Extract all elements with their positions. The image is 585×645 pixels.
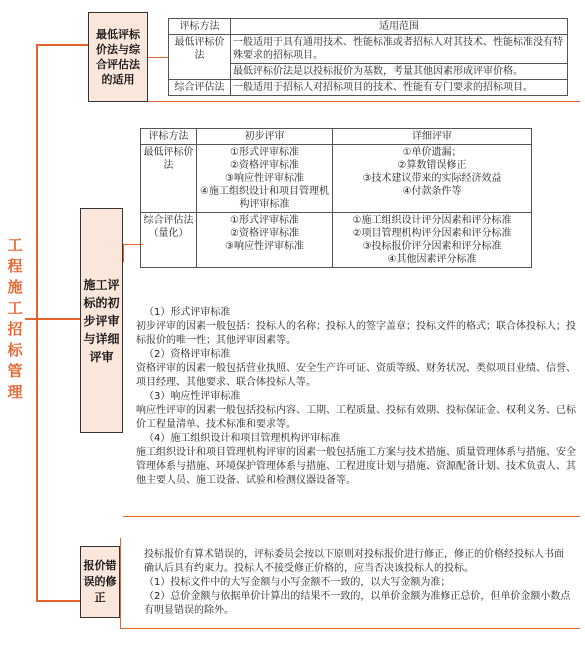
review-detail-lowest-item: ③技术建议带来的实际经济效益 xyxy=(362,173,502,184)
review-detail-comprehensive xyxy=(333,213,532,268)
node2-link-top xyxy=(123,244,124,262)
review-initial-comprehensive-item: ③响应性评审标准 xyxy=(225,241,304,252)
review-detail-lowest-item: ①单价遗漏； xyxy=(402,147,462,158)
scope-range-lowest-b: 最低评标价法是以投标报价为基数，考量其他因素形成评审价格。 xyxy=(231,64,568,80)
branch-connector-2 xyxy=(36,318,80,320)
review-method-comprehensive: 综合评估法（量化） xyxy=(141,213,197,268)
correction-note-text: （1）投标文件中的大写金额与小写金额不一致的，以大写金额为准； xyxy=(144,577,451,588)
scope-table xyxy=(168,18,568,96)
main-branch-line xyxy=(36,44,46,602)
review-note-text: 施工组织设计和项目管理机构评审的因素一般包括施工方案与技术措施、质量管理体系与措施、安全管理体系与措施、环境保护管理体系与措施、工程进度计划与措施、资源配备计划、技术负责人、其他主要人员、施工设备、试验和检测仪器设备等。 xyxy=(136,447,576,486)
scope-range-comprehensive: 一般适用于招标人对招标项目的技术、性能有专门要求的招标项目。 xyxy=(231,80,568,96)
branch-connector-3 xyxy=(36,600,80,602)
node3-underline xyxy=(120,628,580,629)
review-initial-comprehensive-item: ①形式评审标准 xyxy=(230,215,299,226)
review-initial-comprehensive-item: ②资格评审标准 xyxy=(230,228,299,239)
correction-notes xyxy=(136,548,572,618)
review-notes xyxy=(136,306,576,488)
review-initial-lowest-item: ③响应性评审标准 xyxy=(225,173,304,184)
topic-node-scope: 最低评标价法与综合评估法的适用 xyxy=(88,12,148,102)
review-note-heading: （3）响应性评审标准 xyxy=(144,391,241,402)
review-note-text: 响应性评审的因素一般包括投标内容、工期、工程质量、投标有效期、投标保证金、权利义务、已标价工程量清单、技术标准和要求等。 xyxy=(136,405,576,430)
node2-underline xyxy=(123,516,580,517)
review-detail-comprehensive-item: ③投标报价评分因素和评分标准 xyxy=(362,241,502,252)
branch-connector-1 xyxy=(36,44,88,46)
review-detail-lowest-item: ②算数错误修正 xyxy=(397,160,467,171)
review-detail-lowest xyxy=(333,145,532,213)
correction-note-text: 投标报价有算术错误的，评标委员会按以下原则对投标报价进行修正，修正的价格经投标人书面确认后具有约束力。投标人不接受修正价格的，应当否决该投标人的投标。 xyxy=(144,549,564,574)
node1-underline xyxy=(148,101,580,102)
review-table xyxy=(140,128,532,268)
node1-link xyxy=(148,57,168,58)
review-header-initial: 初步评审 xyxy=(197,129,333,145)
root-title: 工程施工招标管理 xyxy=(7,236,23,401)
topic-node-correction: 报价错误的修正 xyxy=(80,546,120,618)
review-method-lowest: 最低评标价法 xyxy=(141,145,197,213)
review-note-heading: （2）资格评审标准 xyxy=(144,349,231,360)
scope-range-lowest-a: 一般适用于具有通用技术、性能标准或者招标人对其技术、性能标准没有特殊要求的招标项目。 xyxy=(231,35,568,64)
review-initial-lowest-item: ①形式评审标准 xyxy=(230,147,299,158)
scope-header-range: 适用范围 xyxy=(231,19,568,35)
review-detail-lowest-item: ④付款条件等 xyxy=(402,186,462,197)
scope-method-comprehensive: 综合评估法 xyxy=(169,80,231,96)
review-initial-comprehensive xyxy=(197,213,333,268)
review-detail-comprehensive-item: ②项目管理机构评分因素和评分标准 xyxy=(352,228,512,239)
review-initial-lowest-item: ②资格评审标准 xyxy=(230,160,299,171)
review-note-heading: （4）施工组织设计和项目管理机构评审标准 xyxy=(144,433,341,444)
review-note-heading: （1）形式评审标准 xyxy=(144,307,231,318)
review-detail-comprehensive-item: ④其他因素评分标准 xyxy=(387,254,477,265)
review-note-text: 资格评审的因素一般包括营业执照、安全生产许可证、资质等级、财务状况、类似项目业绩、信誉、项目经理、其他要求、联合体投标人等。 xyxy=(136,363,576,388)
scope-method-lowest: 最低评标价法 xyxy=(169,35,231,80)
scope-header-method: 评标方法 xyxy=(169,19,231,35)
review-initial-lowest-item: ④施工组织设计和项目管理机构评审标准 xyxy=(200,186,329,210)
topic-node-review: 施工评标的初步评审与详细评审 xyxy=(80,208,123,433)
correction-note-text: （2）总价金额与依据单价计算出的结果不一致的，以单价金额为准修正总价，但单价金额小数点有明显错误的除外。 xyxy=(144,591,571,616)
review-header-method: 评标方法 xyxy=(141,129,197,145)
review-header-detail: 详细评审 xyxy=(333,129,532,145)
review-detail-comprehensive-item: ①施工组织设计评分因素和评分标准 xyxy=(352,215,512,226)
review-note-text: 初步评审的因素一般包括：投标人的名称；投标人的签字盖章；投标文件的格式；联合体投标人；投标报价的唯一性；其他评审因素等。 xyxy=(136,321,576,346)
review-initial-lowest xyxy=(197,145,333,213)
node3-link xyxy=(120,538,121,628)
